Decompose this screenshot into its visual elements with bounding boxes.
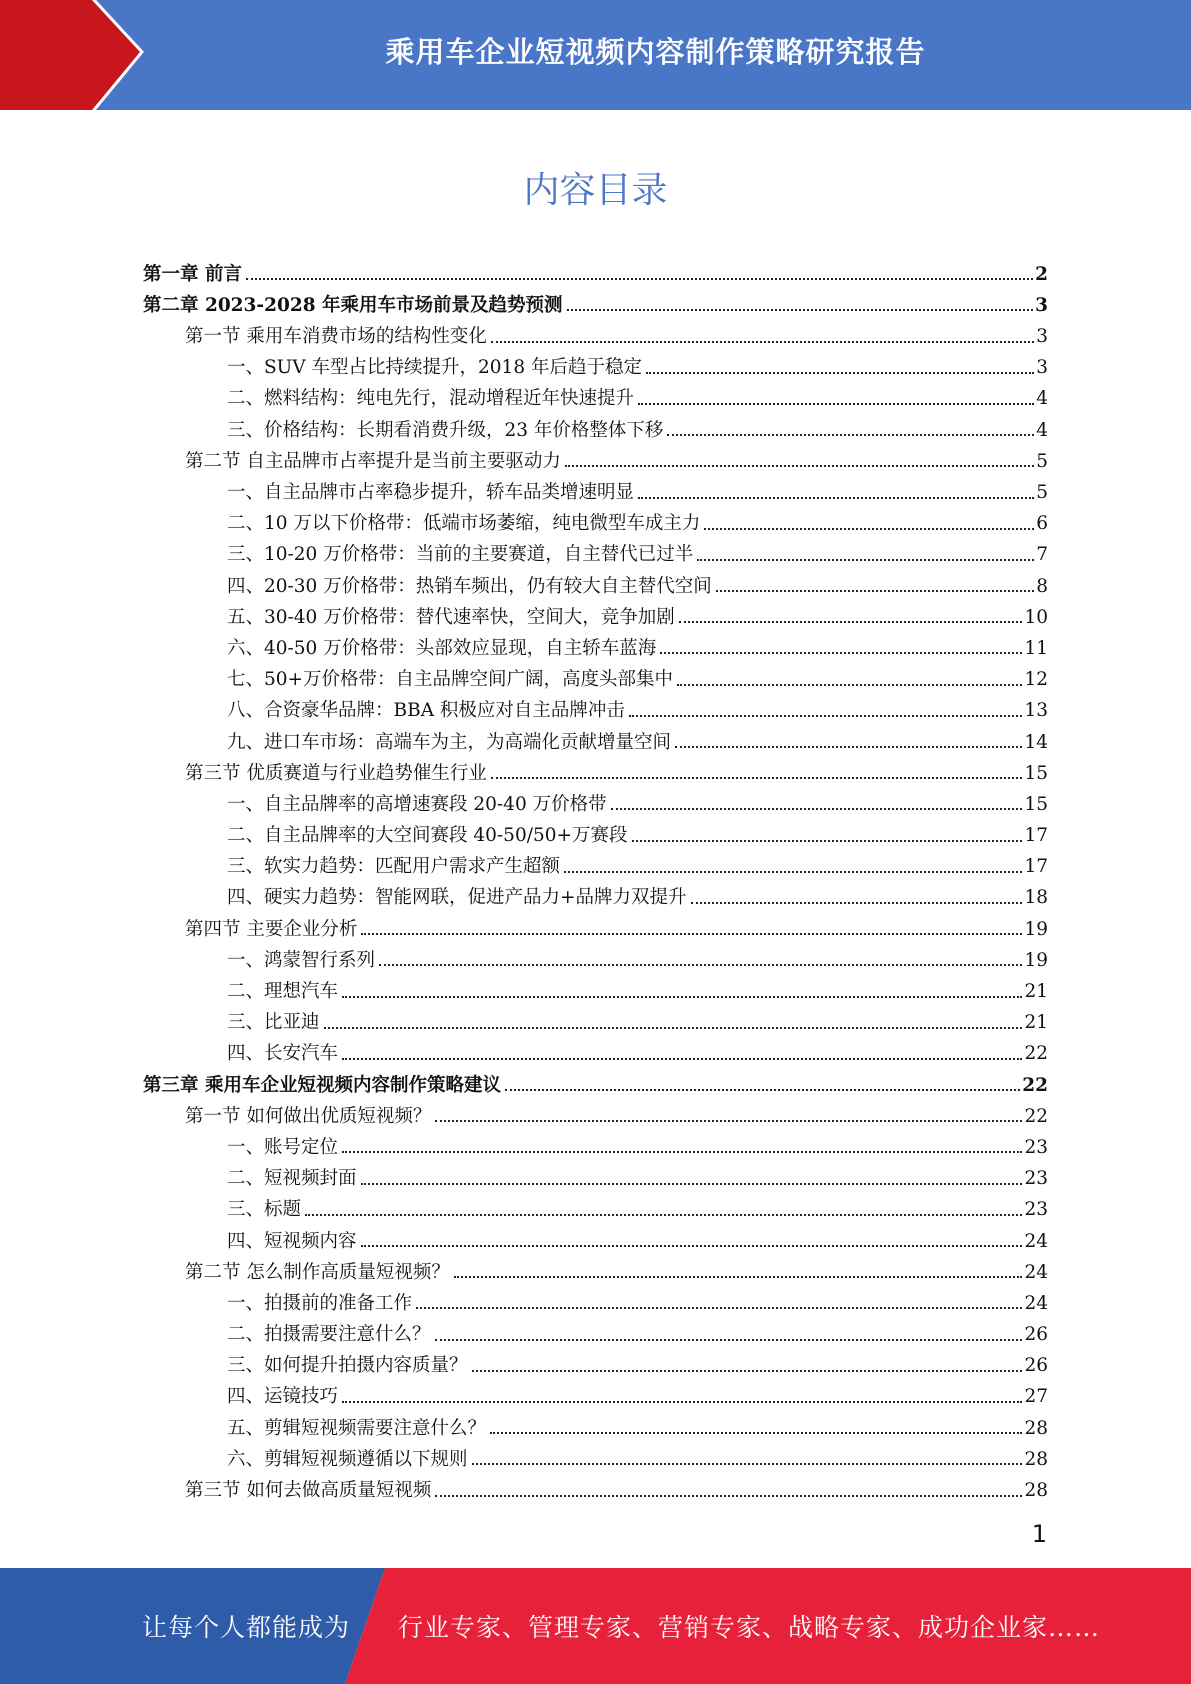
toc-entry-label: 二、自主品牌率的大空间赛段 40-50/50+万赛段 xyxy=(227,825,628,847)
toc-entry-label: 三、如何提升拍摄内容质量？ xyxy=(227,1355,468,1377)
toc-entry-page: 24 xyxy=(1024,1261,1048,1283)
toc-entry[interactable] xyxy=(143,1126,1048,1157)
toc-entry-label: 第三章 乘用车企业短视频内容制作策略建议 xyxy=(143,1074,501,1096)
toc-dot-leader xyxy=(697,559,1034,561)
toc-entry-label: 七、50+万价格带：自主品牌空间广阔，高度头部集中 xyxy=(227,669,674,691)
toc-entry-label: 三、10-20 万价格带：当前的主要赛道，自主替代已过半 xyxy=(227,544,694,566)
toc-entry-page: 23 xyxy=(1024,1136,1048,1158)
toc-entry[interactable] xyxy=(143,378,1048,409)
toc-entry-label: 四、长安汽车 xyxy=(227,1043,339,1065)
toc-entry[interactable] xyxy=(143,658,1048,689)
toc-entry[interactable] xyxy=(143,1407,1048,1438)
toc-entry[interactable] xyxy=(143,1469,1048,1500)
toc-entry-label: 三、标题 xyxy=(227,1199,302,1221)
toc-entry[interactable] xyxy=(143,1095,1048,1126)
toc-entry-label: 八、合资豪华品牌：BBA 积极应对自主品牌冲击 xyxy=(227,700,625,722)
toc-dot-leader xyxy=(342,1151,1022,1153)
toc-entry[interactable] xyxy=(143,284,1048,315)
toc-dot-leader xyxy=(454,1276,1023,1278)
toc-entry-page: 17 xyxy=(1024,825,1048,847)
toc-entry-label: 四、20-30 万价格带：热销车频出，仍有较大自主替代空间 xyxy=(227,575,712,597)
toc-entry[interactable] xyxy=(143,970,1048,1001)
toc-entry[interactable] xyxy=(143,846,1048,877)
toc-dot-leader xyxy=(490,1432,1022,1434)
toc-entry[interactable] xyxy=(143,627,1048,658)
toc-entry[interactable] xyxy=(143,471,1048,502)
toc-entry[interactable] xyxy=(143,1033,1048,1064)
toc-dot-leader xyxy=(472,1370,1023,1372)
toc-entry-page: 21 xyxy=(1024,1012,1048,1034)
toc-dot-leader xyxy=(638,403,1034,405)
toc-entry-page: 28 xyxy=(1024,1448,1048,1470)
toc-dot-leader xyxy=(638,497,1034,499)
toc-entry-label: 第三节 如何去做高质量短视频 xyxy=(185,1480,432,1501)
toc-dot-leader xyxy=(675,746,1022,748)
toc-entry-page: 5 xyxy=(1036,450,1048,472)
toc-entry-page: 18 xyxy=(1024,887,1048,909)
toc-entry-page: 11 xyxy=(1024,637,1048,659)
toc-entry-page: 15 xyxy=(1024,762,1048,784)
toc-dot-leader xyxy=(472,1463,1023,1465)
toc-dot-leader xyxy=(632,840,1023,842)
toc-entry[interactable] xyxy=(143,752,1048,783)
toc-entry-page: 22 xyxy=(1024,1043,1048,1065)
toc-entry-label: 二、理想汽车 xyxy=(227,981,339,1002)
toc-entry-page: 21 xyxy=(1024,981,1048,1002)
toc-dot-leader xyxy=(361,1183,1023,1185)
toc-entry-label: 一、账号定位 xyxy=(227,1136,339,1158)
toc-entry-label: 一、鸿蒙智行系列 xyxy=(227,949,376,971)
toc-entry-label: 第二节 自主品牌市占率提升是当前主要驱动力 xyxy=(185,450,561,472)
toc-entry-label: 四、运镜技巧 xyxy=(227,1386,339,1408)
toc-entry-page: 10 xyxy=(1024,606,1048,628)
header-band xyxy=(0,0,1191,110)
toc-entry[interactable] xyxy=(143,347,1048,378)
toc-entry-page: 26 xyxy=(1024,1324,1048,1346)
toc-entry-page: 5 xyxy=(1036,482,1048,503)
toc-entry[interactable] xyxy=(143,1251,1048,1282)
toc-entry[interactable] xyxy=(143,1064,1048,1095)
toc-entry-page: 13 xyxy=(1024,700,1048,722)
toc-entry-label: 四、短视频内容 xyxy=(227,1230,357,1252)
toc-entry-page: 3 xyxy=(1036,326,1048,348)
toc-dot-leader xyxy=(379,964,1022,966)
toc-entry[interactable] xyxy=(143,1313,1048,1344)
toc-entry-label: 一、自主品牌市占率稳步提升，轿车品类增速明显 xyxy=(227,482,635,503)
toc-entry[interactable] xyxy=(143,939,1048,970)
toc-dot-leader xyxy=(416,1307,1022,1309)
toc-entry[interactable] xyxy=(143,503,1048,534)
toc-entry-label: 四、硬实力趋势：智能网联，促进产品力+品牌力双提升 xyxy=(227,887,687,909)
toc-entry-label: 三、软实力趋势：匹配用户需求产生超额 xyxy=(227,856,561,878)
toc-entry[interactable] xyxy=(143,690,1048,721)
toc-entry-page: 22 xyxy=(1024,1105,1048,1127)
toc-dot-leader xyxy=(491,777,1023,779)
footer-slogan-left: 让每个人都能成为 xyxy=(142,1613,351,1642)
toc-entry-label: 一、自主品牌率的高增速赛段 20-40 万价格带 xyxy=(227,793,607,815)
toc-entry[interactable] xyxy=(143,440,1048,471)
toc-entry-page: 19 xyxy=(1024,949,1048,971)
toc-entry-page: 4 xyxy=(1036,388,1048,410)
toc-entry-page: 8 xyxy=(1036,575,1048,597)
table-of-contents xyxy=(143,253,1048,1501)
toc-entry[interactable] xyxy=(143,1002,1048,1033)
toc-entry[interactable] xyxy=(143,596,1048,627)
toc-entry-label: 第一节 如何做出优质短视频？ xyxy=(185,1105,432,1127)
toc-dot-leader xyxy=(677,684,1022,686)
page-number: 1 xyxy=(1031,1520,1047,1548)
toc-dot-leader xyxy=(704,528,1034,530)
header-arrow-decoration xyxy=(0,0,160,110)
toc-dot-leader xyxy=(564,871,1022,873)
toc-entry-page: 15 xyxy=(1024,793,1048,815)
toc-entry[interactable] xyxy=(143,1345,1048,1376)
toc-entry-page: 24 xyxy=(1024,1292,1048,1314)
toc-dot-leader xyxy=(361,933,1022,935)
toc-entry-label: 二、10 万以下价格带：低端市场萎缩，纯电微型车成主力 xyxy=(227,513,701,535)
toc-entry-label: 二、短视频封面 xyxy=(227,1168,357,1190)
toc-entry[interactable] xyxy=(143,534,1048,565)
toc-dot-leader xyxy=(342,1058,1022,1060)
toc-entry[interactable] xyxy=(143,908,1048,939)
toc-dot-leader xyxy=(435,1495,1022,1497)
toc-entry-label: 六、剪辑短视频遵循以下规则 xyxy=(227,1448,468,1470)
toc-entry-label: 一、SUV 车型占比持续提升，2018 年后趋于稳定 xyxy=(227,357,642,379)
toc-dot-leader xyxy=(435,1339,1023,1341)
toc-entry-page: 23 xyxy=(1024,1199,1048,1221)
report-title: 乘用车企业短视频内容制作策略研究报告 xyxy=(385,34,926,69)
toc-dot-leader xyxy=(611,808,1023,810)
toc-entry-page: 7 xyxy=(1036,544,1048,566)
footer-band xyxy=(0,1568,1191,1684)
toc-entry[interactable] xyxy=(143,1189,1048,1220)
toc-entry-page: 22 xyxy=(1022,1074,1048,1096)
toc-dot-leader xyxy=(435,1120,1022,1122)
toc-entry-label: 五、剪辑短视频需要注意什么？ xyxy=(227,1417,487,1439)
toc-entry[interactable] xyxy=(143,1157,1048,1188)
toc-dot-leader xyxy=(246,278,1033,280)
toc-entry-page: 4 xyxy=(1036,419,1048,441)
toc-entry-page: 23 xyxy=(1024,1168,1048,1190)
toc-entry-page: 27 xyxy=(1024,1386,1048,1408)
footer-slogan-right: 行业专家、管理专家、营销专家、战略专家、成功企业家…… xyxy=(398,1613,1101,1642)
toc-entry-label: 第四节 主要企业分析 xyxy=(185,918,358,940)
toc-entry[interactable] xyxy=(143,877,1048,908)
toc-dot-leader xyxy=(567,309,1034,311)
toc-dot-leader xyxy=(667,434,1034,436)
toc-entry-page: 24 xyxy=(1024,1230,1048,1252)
toc-dot-leader xyxy=(491,341,1034,343)
toc-entry[interactable] xyxy=(143,565,1048,596)
toc-heading: 内容目录 xyxy=(523,170,668,211)
toc-entry-page: 26 xyxy=(1024,1355,1048,1377)
toc-dot-leader xyxy=(342,1401,1022,1403)
toc-dot-leader xyxy=(505,1089,1020,1091)
toc-dot-leader xyxy=(691,902,1023,904)
toc-dot-leader xyxy=(565,465,1034,467)
toc-dot-leader xyxy=(629,715,1023,717)
toc-dot-leader xyxy=(342,996,1022,998)
toc-entry[interactable] xyxy=(143,814,1048,845)
toc-entry-label: 三、比亚迪 xyxy=(227,1012,320,1034)
toc-entry-page: 17 xyxy=(1024,856,1048,878)
toc-entry[interactable] xyxy=(143,1438,1048,1469)
toc-entry-label: 第二章 2023-2028 年乘用车市场前景及趋势预测 xyxy=(143,294,563,316)
toc-entry-label: 第一章 前言 xyxy=(143,263,242,285)
toc-dot-leader xyxy=(679,621,1023,623)
toc-entry-label: 第三节 优质赛道与行业趋势催生行业 xyxy=(185,762,487,784)
toc-dot-leader xyxy=(660,652,1022,654)
toc-entry-label: 三、价格结构：长期看消费升级，23 年价格整体下移 xyxy=(227,419,664,441)
toc-entry[interactable] xyxy=(143,721,1048,752)
toc-entry-label: 二、拍摄需要注意什么？ xyxy=(227,1324,431,1346)
toc-entry-label: 第一节 乘用车消费市场的结构性变化 xyxy=(185,326,487,348)
toc-entry-label: 九、进口车市场：高端车为主，为高端化贡献增量空间 xyxy=(227,731,672,753)
toc-dot-leader xyxy=(305,1214,1022,1216)
toc-entry-label: 一、拍摄前的准备工作 xyxy=(227,1292,413,1314)
toc-entry[interactable] xyxy=(143,1376,1048,1407)
toc-entry-label: 第二节 怎么制作高质量短视频？ xyxy=(185,1261,450,1283)
toc-dot-leader xyxy=(324,1027,1023,1029)
toc-entry-label: 六、40-50 万价格带：头部效应显现，自主轿车蓝海 xyxy=(227,637,657,659)
toc-dot-leader xyxy=(361,1245,1023,1247)
toc-entry-label: 二、燃料结构：纯电先行，混动增程近年快速提升 xyxy=(227,388,635,410)
toc-entry[interactable] xyxy=(143,1282,1048,1313)
toc-entry-page: 14 xyxy=(1024,731,1048,753)
toc-entry[interactable] xyxy=(143,315,1048,346)
toc-entry[interactable] xyxy=(143,783,1048,814)
toc-entry-page: 19 xyxy=(1024,918,1048,940)
toc-entry-page: 6 xyxy=(1036,513,1048,535)
toc-entry-page: 3 xyxy=(1035,294,1048,316)
toc-entry-label: 五、30-40 万价格带：替代速率快，空间大，竞争加剧 xyxy=(227,606,675,628)
toc-entry[interactable] xyxy=(143,253,1048,284)
toc-entry-page: 12 xyxy=(1024,669,1048,691)
toc-entry-page: 28 xyxy=(1024,1480,1048,1501)
toc-dot-leader xyxy=(716,590,1035,592)
toc-entry[interactable] xyxy=(143,1220,1048,1251)
toc-entry-page: 3 xyxy=(1036,357,1048,379)
toc-entry-page: 28 xyxy=(1024,1417,1048,1439)
toc-dot-leader xyxy=(646,372,1034,374)
toc-entry[interactable] xyxy=(143,409,1048,440)
toc-entry-page: 2 xyxy=(1035,263,1048,285)
